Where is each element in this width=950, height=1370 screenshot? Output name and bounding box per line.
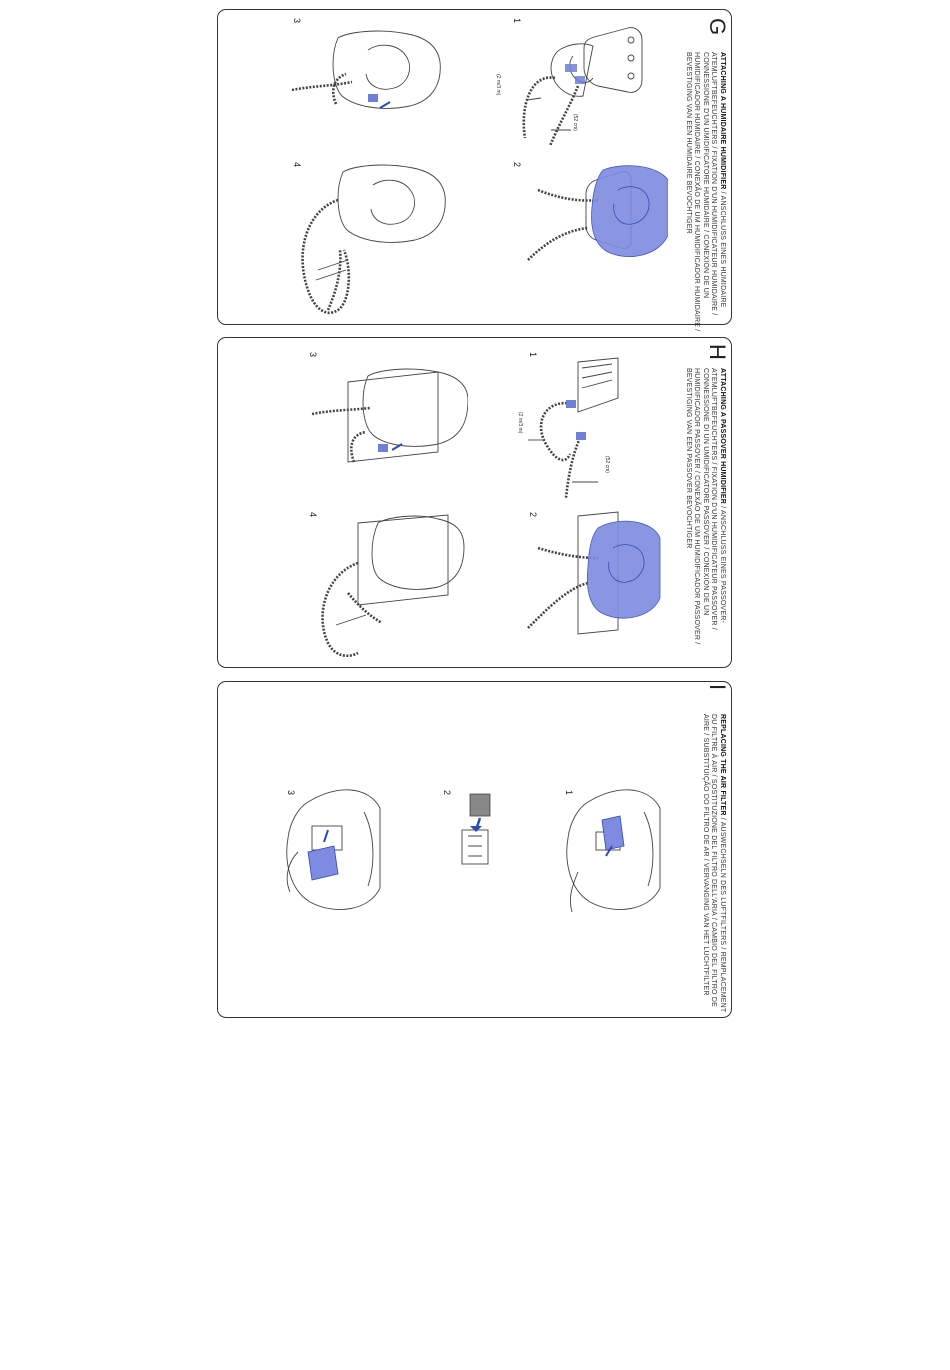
step-number: 3 xyxy=(286,790,296,796)
passover-device-assembled-illustration xyxy=(308,513,468,663)
device-tube-connect-illustration xyxy=(288,20,448,125)
section-i-panel xyxy=(217,681,732,1018)
section-h-panel xyxy=(217,337,732,668)
step-number: 4 xyxy=(308,512,318,518)
passover-device-connect-illustration xyxy=(308,352,468,472)
device-assembled-illustration xyxy=(288,160,448,325)
section-letter: H xyxy=(705,344,730,360)
tube-length-label: (2 m/3 m) xyxy=(495,74,501,96)
section-title-rest: / ANSCHLUSS EINES HUMIDAIRE ATEMLUFTBEFEUCHTERS / FIXATION D'UN HUMIDIFICATEUR HUMIDAIRE / CONNESSIONE D'UN UMIDIFICATORE HUMIDAIRE / CONEXIÓN DE UN HUMIDIFICADOR HUMIDAIRE / CONEXÃO DE UM HUMIDIFICADOR HUMIDAIRE / BEVESTIGING VAN EEN HUMIDAIRE BEVOCHTIGER xyxy=(685,52,726,332)
step-number: 3 xyxy=(292,18,302,24)
humidifier-illustration xyxy=(503,18,653,153)
section-title-bold: ATTACHING A PASSOVER HUMIDIFIER xyxy=(719,368,726,504)
section-title-rest: / ANSCHLUSS EINES PASSOVER-ATEMLUFTBEFEUCHTERS / FIXATION D'UN HUMIDIFICATEUR PASSOVER / CONNESSIONE DI UN UMIDIFICATORE PASSOVER / CONEXIÓN DE UN HUMIDIFICADOR PASSOVER / CONEXÃO DE UM HUMIDIFICADOR PASSOVER / BEVESTIGING VAN EEN PASSOVER BEVOCHTIGER xyxy=(685,368,726,645)
tube-length-label: (52 cm) xyxy=(604,456,610,473)
passover-assembled-illustration xyxy=(518,508,668,643)
tube-length-label: (2 m/3 m) xyxy=(517,412,523,434)
step-number: 3 xyxy=(308,352,318,358)
step-number: 4 xyxy=(292,162,302,168)
step-number: 2 xyxy=(528,512,538,518)
section-heading xyxy=(701,714,727,1014)
section-letter: I xyxy=(705,684,730,691)
step-number: 2 xyxy=(442,790,452,796)
step-number: 2 xyxy=(512,162,522,168)
air-filter-replace-illustration xyxy=(278,782,398,912)
humidifier-assembled-illustration xyxy=(518,160,668,270)
step-number: 1 xyxy=(564,790,574,796)
section-title-bold: REPLACING THE AIR FILTER xyxy=(719,714,726,816)
step-number: 1 xyxy=(512,18,522,24)
section-title-bold: ATTACHING A HUMIDAIRE HUMIDIFIER xyxy=(719,52,726,190)
passover-humidifier-illustration xyxy=(518,352,638,502)
section-letter: G xyxy=(705,18,730,36)
section-heading xyxy=(684,368,727,668)
section-g-panel xyxy=(217,9,732,332)
section-heading xyxy=(684,52,727,352)
section-title-rest: / AUSWECHSELN DES LUFTFILTERS / REMPLACEMENT DU FILTRE À AIR / SOSTITUZIONE DEL FILTRO DELL'ARIA / CAMBIO DEL FILTRO DE AIRE / SUBSTITUIÇÃO DO FILTRO DE AR / VERVANGING VAN HET LUCHTFILTER xyxy=(702,714,726,1013)
air-filter-remove-illustration xyxy=(558,782,668,912)
step-number: 1 xyxy=(528,352,538,358)
tube-length-label: (52 cm) xyxy=(572,114,578,131)
air-filter-insert-illustration xyxy=(456,792,516,872)
